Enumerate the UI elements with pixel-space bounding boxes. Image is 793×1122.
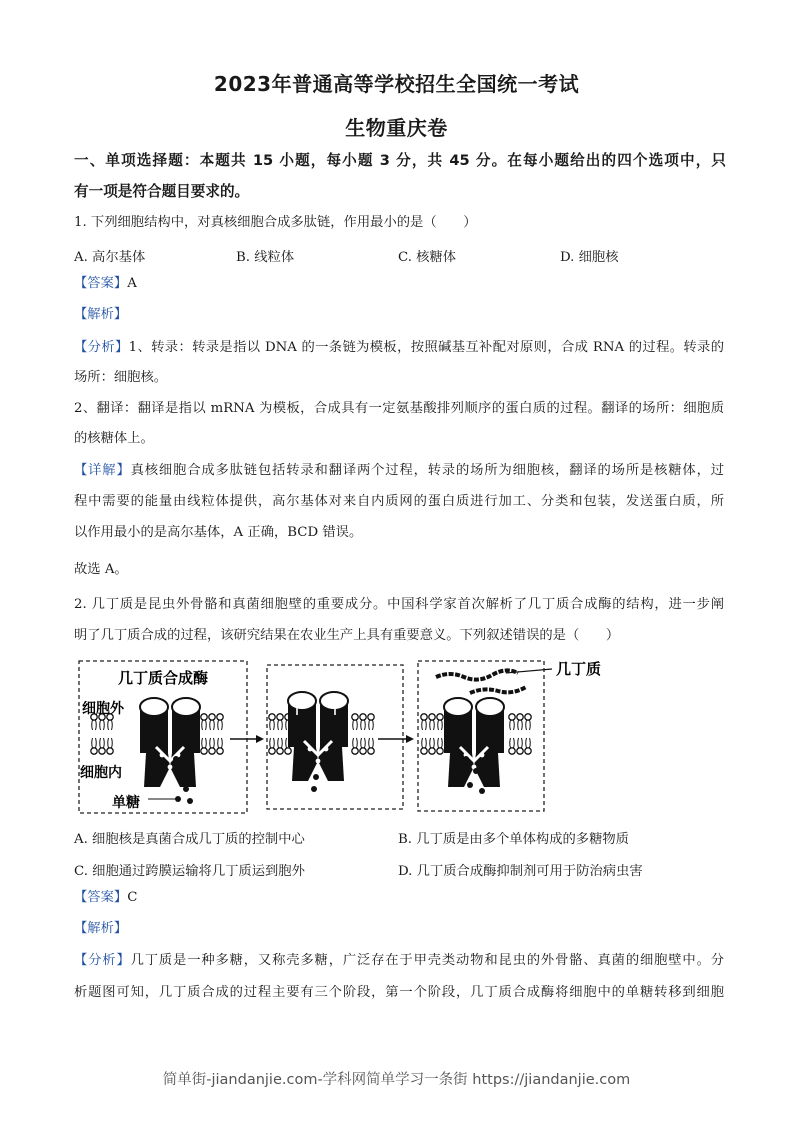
q2-option-c: C. 细胞通过跨膜运输将几丁质运到胞外 <box>74 864 305 879</box>
q1-detail-line: 以作用最小的是高尔基体，A 正确，BCD 错误。 <box>74 525 363 540</box>
q1-option-d: D. 细胞核 <box>560 250 619 265</box>
q1-detail-line: 程中需要的能量由线粒体提供，高尔基体对来自内质网的蛋白质进行加工、分类和包装，发送蛋白质，所 <box>74 494 724 509</box>
q1-fenxi-line: 场所：细胞核。 <box>74 370 168 385</box>
q1-detail-text: 真核细胞合成多肽链包括转录和翻译两个过程，转录的场所为细胞核，翻译的场所是核糖体，过 <box>130 463 725 478</box>
chitin-synthesis-diagram <box>78 659 638 817</box>
q1-answer: A <box>127 276 137 291</box>
detail-tag: 【详解】 <box>74 463 131 478</box>
q2-answer-line <box>74 883 724 913</box>
membrane-left <box>91 714 113 754</box>
answer-tag: 【答案】 <box>74 276 128 291</box>
fenxi-tag: 【分析】 <box>74 340 129 355</box>
q1-option-b: B. 线粒体 <box>236 250 295 265</box>
page-subtitle: 生物重庆卷 <box>345 116 448 140</box>
membrane-right <box>201 714 223 754</box>
section-heading <box>74 145 726 207</box>
section-heading-line: 有一项是符合题目要求的。 <box>74 183 250 200</box>
q2-fenxi-line <box>74 946 724 976</box>
label-outside: 细胞外 <box>82 701 124 717</box>
label-inside: 细胞内 <box>80 765 122 781</box>
page-footer: 简单街-jiandanjie.com-学科网简单学习一条街 https://jiandanjie.com <box>162 1072 631 1088</box>
chitin-chain <box>436 670 518 679</box>
q2-fenxi-line: 析题图可知，几丁质合成的过程主要有三个阶段，第一个阶段，几丁质合成酶将细胞中的单糖转移到细胞 <box>74 985 724 1000</box>
answer-tag: 【答案】 <box>74 890 128 905</box>
q1-fenxi-text: 1、转录：转录是指以 DNA 的一条链为模板，按照碱基互补配对原则，合成 RNA 的过程。转录的 <box>128 340 725 355</box>
q2-option-b: B. 几丁质是由多个单体构成的多糖物质 <box>398 832 629 847</box>
q1-fenxi-line <box>74 333 724 363</box>
fenxi-tag: 【分析】 <box>74 953 131 968</box>
q1-option-c: C. 核糖体 <box>398 250 457 265</box>
label-enzyme: 几丁质合成酶 <box>118 669 209 687</box>
q2-answer: C <box>127 890 138 905</box>
q1-conclusion: 故选 A。 <box>74 562 128 577</box>
section-heading-line: 一、单项选择题：本题共 15 小题，每小题 3 分，共 45 分。在每小题给出的四个选项中，只 <box>74 152 726 169</box>
q1-analysis-tag: 【解析】 <box>74 307 128 322</box>
q2-stem-line: 明了几丁质合成的过程，该研究结果在农业生产上具有重要意义。下列叙述错误的是（ ） <box>74 628 620 643</box>
q1-fenxi-line: 的核糖体上。 <box>74 431 154 446</box>
q2-option-a: A. 细胞核是真菌合成几丁质的控制中心 <box>74 832 305 847</box>
q2-analysis-tag: 【解析】 <box>74 921 128 936</box>
q1-option-a: A. 高尔基体 <box>74 250 146 265</box>
q2-option-d: D. 几丁质合成酶抑制剂可用于防治病虫害 <box>398 864 643 879</box>
q1-stem: 1. 下列细胞结构中，对真核细胞合成多肽链，作用最小的是（ ） <box>74 215 477 230</box>
label-chitin: 几丁质 <box>556 660 602 678</box>
q2-fenxi-text: 几丁质是一种多糖，又称壳多糖，广泛存在于甲壳类动物和昆虫的外骨骼、真菌的细胞壁中。分 <box>130 953 725 968</box>
q1-fenxi-line: 2、翻译：翻译是指以 mRNA 为模板，合成具有一定氨基酸排列顺序的蛋白质的过程。翻译的场所：细胞质 <box>74 401 724 416</box>
q1-detail-line <box>74 456 724 486</box>
chitin-synthesis-figure <box>78 659 638 817</box>
page-title: 2023年普通高等学校招生全国统一考试 <box>213 72 580 96</box>
q1-answer-line <box>74 269 724 299</box>
label-sugar: 单糖 <box>112 795 140 811</box>
q2-stem-line: 2. 几丁质是昆虫外骨骼和真菌细胞壁的重要成分。中国科学家首次解析了几丁质合成酶的结构，进一步阐 <box>74 597 724 612</box>
